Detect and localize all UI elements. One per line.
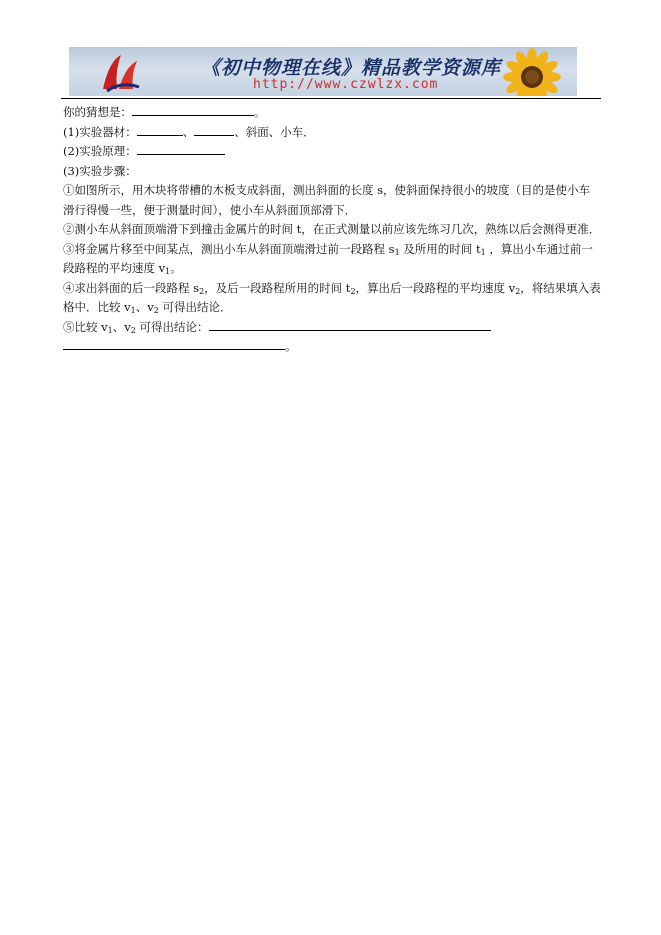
step1-line2: 滑行得慢一些，便于测量时间），使小车从斜面顶部滑下． — [63, 202, 357, 217]
guess-line: 你的猜想是： 。 — [63, 105, 266, 119]
header-divider — [61, 98, 601, 99]
conclusion-blank-1[interactable] — [209, 318, 491, 331]
header-url: http://www.czwlzx.com — [253, 77, 439, 92]
step3-line1: ③将金属片移至中间某点，测出小车从斜面顶端滑过前一段路程 $s_1$ 及所用的时间 $t_1$ ，算出小车通过前一 — [63, 241, 593, 257]
principle-line: (2)实验原理： — [63, 142, 603, 162]
header-banner — [69, 47, 577, 96]
step1-line1: ①如图所示，用木块将带槽的木板支成斜面，测出斜面的长度 s，使斜面保持很小的坡度（目的是使小车 — [63, 183, 591, 197]
conclusion-blank-2[interactable] — [63, 337, 285, 350]
header-title: 《初中物理在线》精品教学资源库 — [201, 57, 502, 79]
step4-line2: 格中．比较 $v_1$、$v_2$ 可得出结论． — [63, 300, 232, 315]
equipment-blank-1[interactable] — [137, 123, 183, 136]
equipment-blank-2[interactable] — [194, 123, 234, 136]
site-logo-icon — [99, 51, 143, 93]
step4-line1: ④求出斜面的后一段路程 $s_2$，及后一段路程所用的时间 $t_2$，算出后一段路程的平均速度 $v_2$，将结果填入表 — [63, 280, 601, 296]
equipment-line: (1)实验器材： 、 、斜面、小车． — [63, 124, 315, 139]
step2-line: ②测小车从斜面顶端滑下到撞击金属片的时间 t，在正式测量以前应该先练习几次，熟练以后会测得更准． — [63, 222, 601, 236]
principle-blank[interactable] — [137, 142, 225, 155]
worksheet-content — [63, 103, 603, 357]
steps-heading: (3)实验步骤： — [63, 163, 137, 178]
step3-line2: 段路程的平均速度 $v_1$。 — [63, 261, 182, 276]
conclusion-line2: 。 — [63, 337, 603, 357]
step5-line: ⑤比较 $v_1$、$v_2$ 可得出结论： — [63, 318, 603, 338]
sunflower-icon — [487, 47, 577, 96]
guess-blank[interactable] — [132, 103, 254, 116]
